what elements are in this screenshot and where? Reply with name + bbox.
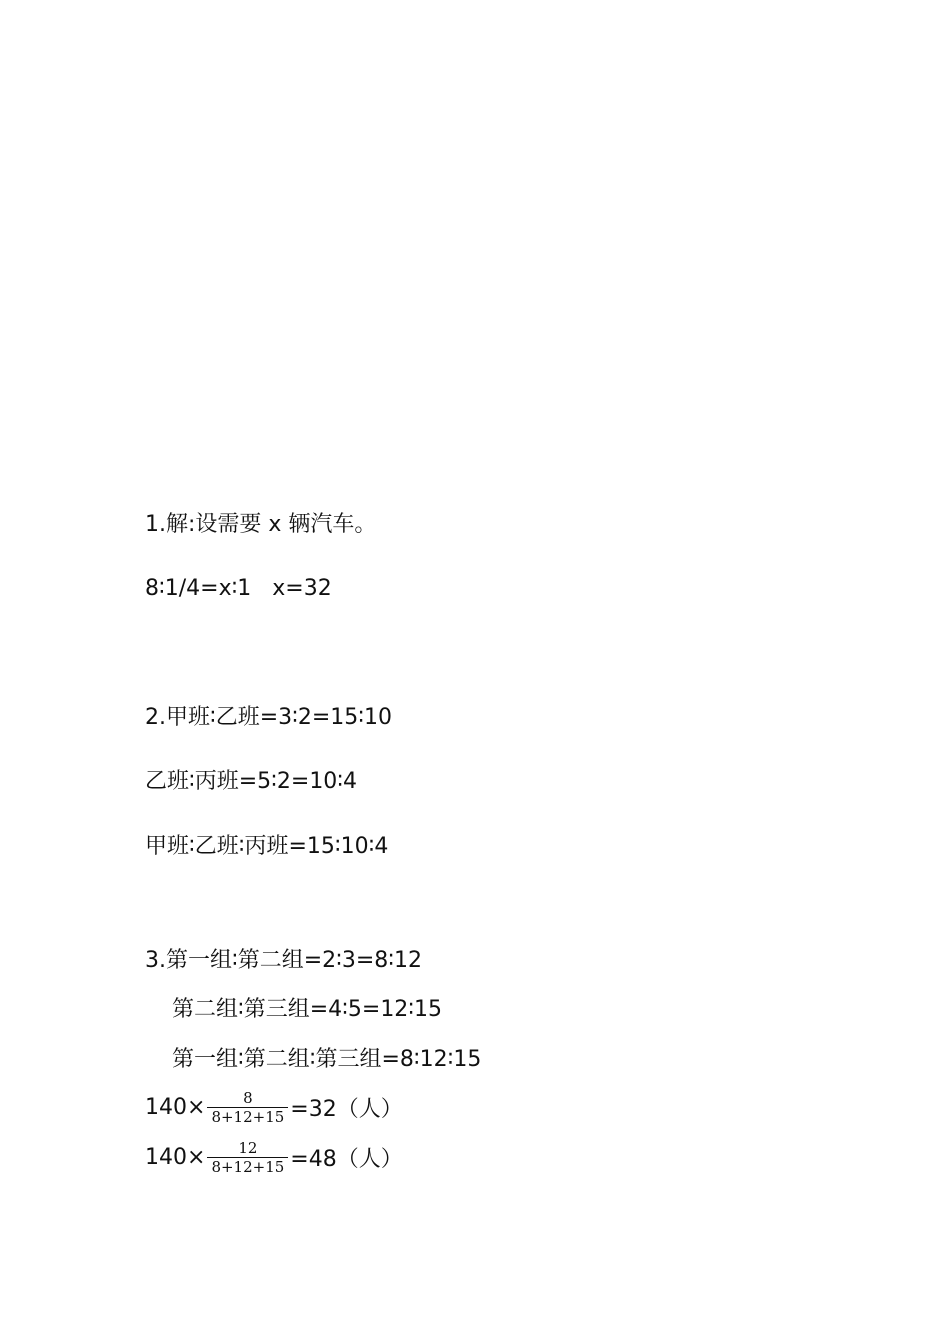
- q2-line-1: 2.甲班∶乙班=3∶2=15∶10: [145, 705, 393, 730]
- calc-2-numerator: 12: [238, 1138, 258, 1157]
- calc-1-fraction: [207, 1089, 288, 1126]
- calc-1-numerator: 8: [243, 1088, 253, 1107]
- q2-line-3: 甲班∶乙班∶丙班=15∶10∶4: [145, 834, 389, 859]
- calc-1-result: =32（人）: [290, 1096, 403, 1122]
- q3-line-3: 第一组∶第二组∶第三组=8∶12∶15: [172, 1047, 482, 1072]
- calc-1-prefix: 140×: [145, 1094, 206, 1120]
- q1-line-2: 8∶1/4=x∶1 x=32: [145, 576, 332, 601]
- q1-line-1: 1.解:设需要 x 辆汽车。: [145, 512, 377, 537]
- calc-2-result: =48（人）: [290, 1146, 403, 1172]
- q3-line-1: 3.第一组∶第二组=2∶3=8∶12: [145, 948, 423, 973]
- calc-2-fraction: [207, 1139, 288, 1176]
- calc-2-prefix: 140×: [145, 1144, 206, 1170]
- q3-calc-2: [145, 1129, 403, 1185]
- q2-line-2: 乙班∶丙班=5∶2=10∶4: [145, 769, 358, 794]
- calc-1-denominator: 8+12+15: [211, 1107, 285, 1126]
- q3-calc-1: [145, 1079, 403, 1135]
- calc-2-denominator: 8+12+15: [211, 1157, 285, 1176]
- q3-line-2: 第二组∶第三组=4∶5=12∶15: [172, 997, 443, 1022]
